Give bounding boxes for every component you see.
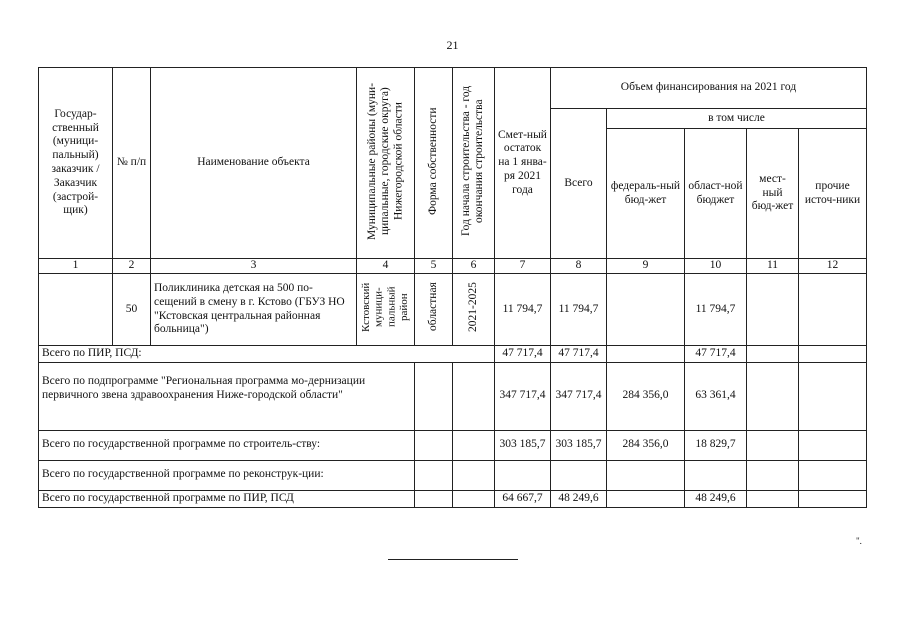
summary-total: 347 717,4 [551, 362, 607, 430]
summary-total: 48 249,6 [551, 490, 607, 507]
column-number: 5 [415, 259, 453, 274]
table-row [39, 274, 867, 346]
column-number: 6 [453, 259, 495, 274]
summary-label: Всего по государственной программе по реконструк-ции: [39, 460, 415, 490]
item-num: 50 [113, 274, 151, 346]
column-number: 9 [607, 259, 685, 274]
header-districts: Муниципальные районы (муни-ципальные, городские округа) Нижегородской области [365, 82, 405, 240]
summary-balance: 47 717,4 [495, 346, 551, 363]
header-customer: Государ-ственный (муници-пальный) заказчик / Заказчик (застрой-щик) [39, 68, 113, 259]
column-number: 11 [747, 259, 799, 274]
item-district: Кстовский муници-пальный район [360, 282, 411, 332]
summary-regional: 48 249,6 [685, 490, 747, 507]
item-federal [607, 274, 685, 346]
header-other: прочие источ-ники [799, 129, 867, 259]
summary-regional [685, 460, 747, 490]
summary-federal: 284 356,0 [607, 362, 685, 430]
table-row [39, 362, 867, 430]
summary-total: 303 185,7 [551, 430, 607, 460]
table-row [39, 490, 867, 507]
column-number: 7 [495, 259, 551, 274]
column-number: 3 [151, 259, 357, 274]
column-number: 12 [799, 259, 867, 274]
summary-balance: 64 667,7 [495, 490, 551, 507]
table-row [39, 430, 867, 460]
header-ownership: Форма собственности [426, 106, 439, 215]
summary-balance: 347 717,4 [495, 362, 551, 430]
summary-label: Всего по государственной программе по ПИР, ПСД [39, 490, 415, 507]
summary-label: Всего по подпрограмме "Региональная программа мо-дернизации первичного звена здравоохранения Ниже-городской области" [39, 362, 415, 430]
header-regional: област-ной бюджет [685, 129, 747, 259]
summary-total [551, 460, 607, 490]
header-object-name: Наименование объекта [151, 68, 357, 259]
header-federal: федераль-ный бюд-жет [607, 129, 685, 259]
summary-regional: 47 717,4 [685, 346, 747, 363]
financing-table [38, 67, 867, 508]
footnote-mark: ". [856, 536, 862, 546]
column-number: 4 [357, 259, 415, 274]
summary-total: 47 717,4 [551, 346, 607, 363]
column-number: 2 [113, 259, 151, 274]
summary-regional: 18 829,7 [685, 430, 747, 460]
header-num: № п/п [113, 68, 151, 259]
summary-balance [495, 460, 551, 490]
summary-federal: 284 356,0 [607, 430, 685, 460]
summary-balance: 303 185,7 [495, 430, 551, 460]
header-balance: Смет-ный остаток на 1 янва-ря 2021 года [495, 68, 551, 259]
summary-label: Всего по государственной программе по строитель-ству: [39, 430, 415, 460]
table-row [39, 346, 867, 363]
header-including: в том числе [607, 109, 867, 129]
summary-regional: 63 361,4 [685, 362, 747, 430]
item-balance: 11 794,7 [495, 274, 551, 346]
footer-divider [388, 559, 518, 560]
item-ownership: областная [426, 282, 439, 332]
header-local: мест-ный бюд-жет [747, 129, 799, 259]
table-row [39, 460, 867, 490]
column-number: 10 [685, 259, 747, 274]
header-financing: Объем финансирования на 2021 год [551, 68, 867, 109]
summary-label: Всего по ПИР, ПСД: [39, 346, 495, 363]
header-total: Всего [551, 109, 607, 259]
item-regional: 11 794,7 [685, 274, 747, 346]
summary-federal [607, 346, 685, 363]
item-name: Поликлиника детская на 500 по-сещений в смену в г. Кстово (ГБУЗ НО "Кстовская центральная районная больница") [151, 274, 357, 346]
page-number: 21 [446, 38, 459, 52]
summary-federal [607, 490, 685, 507]
summary-federal [607, 460, 685, 490]
header-years: Год начала строительства - год окончания строительства [460, 85, 486, 236]
column-number: 1 [39, 259, 113, 274]
item-total: 11 794,7 [551, 274, 607, 346]
item-years: 2021-2025 [466, 282, 479, 333]
column-number-row [39, 259, 867, 274]
column-number: 8 [551, 259, 607, 274]
